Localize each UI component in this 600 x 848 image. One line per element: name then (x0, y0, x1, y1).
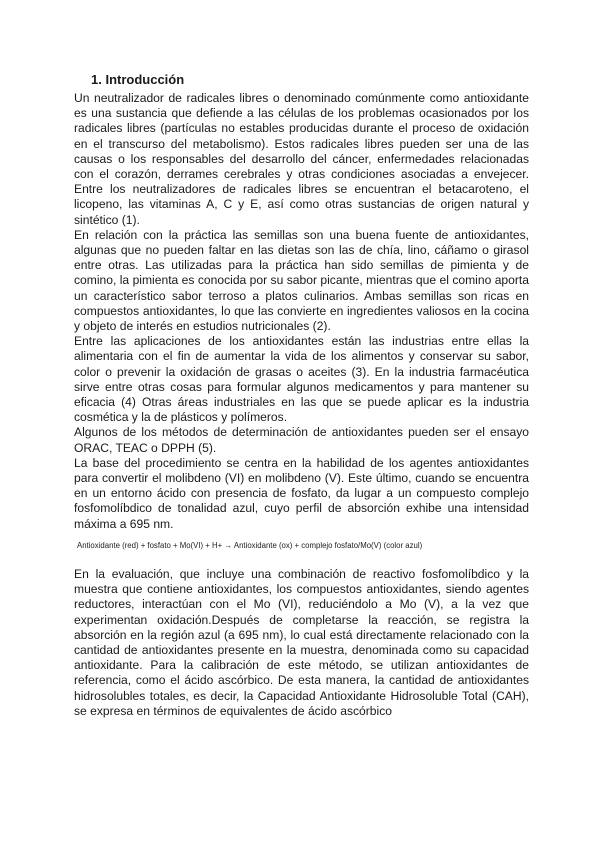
paragraph: En relación con la práctica las semillas son una buena fuente de antioxidantes, algunas que no pueden faltar en las dietas son las de chía, lino, cáñamo o girasol entre otras. Las utilizadas para la práctica han sido semillas de pimienta y de comino, la pimienta es conocida por su sabor picante, mientras que el comino aporta un característico sabor terroso a platos culinarios. Ambas semillas son ricas en compuestos antioxidantes, lo que las convierte en ingredientes valiosos en la cocina y objeto de interés en estudios nutricionales (2). (74, 227, 529, 334)
paragraph: La base del procedimiento se centra en la habilidad de los agentes antioxidantes para convertir el molibdeno (VI) en molibdeno (V). Este último, cuando se encuentra en un entorno ácido con presencia de fosfato, da lugar a un compuesto complejo fosfomolíbdico de tonalidad azul, cuyo perfil de absorción exhibe una intensidad máxima a 695 nm. (74, 455, 529, 531)
reaction-equation: Antioxidante (red) + fosfato + Mo(VI) + H+ → Antioxidante (ox) + complejo fosfato/Mo(V) (color azul) (77, 541, 423, 550)
paragraph: Entre las aplicaciones de los antioxidantes están las industrias entre ellas la alimentaria con el fin de aumentar la vida de los alimentos y conservar su sabor, color o prevenir la oxidación de grasas o aceites (3). En la industria farmacéutica sirve entre otras cosas para formular algunos medicamentos y para mantener su eficacia (4) Otras áreas industriales en las que se puede aplicar es la industria cosmética y la de plásticos y polímeros. (74, 334, 529, 425)
paragraph: En la evaluación, que incluye una combinación de reactivo fosfomolíbdico y la muestra que contiene antioxidantes, los compuestos antioxidantes, siendo agentes reductores, interactúan con el Mo (VI), reduciéndolo a Mo (V), a la vez que experimentan oxidación.Después de completarse la reacción, se registra la absorción en la región azul (a 695 nm), lo cual está directamente relacionado con la cantidad de antioxidantes presente en la muestra, denominada como su capacidad antioxidante. Para la calibración de este método, se utilizan antioxidantes de referencia, como el ácido ascórbico. De esta manera, la cantidad de antioxidantes hidrosolubles totales, es decir, la Capacidad Antioxidante Hidrosoluble Total (CAH), se expresa en términos de equivalentes de ácido ascórbico (74, 567, 529, 718)
paragraph: Algunos de los métodos de determinación de antioxidantes pueden ser el ensayo ORAC, TEAC o DPPH (5). (74, 425, 529, 455)
intro-body (74, 91, 529, 532)
section-heading: 1. Introducción (91, 72, 185, 87)
paragraph: Un neutralizador de radicales libres o denominado comúnmente como antioxidante es una sustancia que defiende a las células de los problemas ocasionados por los radicales libres (partículas no estables producidas durante el proceso de oxidación en el transcurso del metabolismo). Estos radicales libres pueden ser una de las causas o los responsables del desarrollo del cáncer, enfermedades relacionadas con el corazón, derrames cerebrales y otras condiciones asociadas a envejecer. Entre los neutralizadores de radicales libres se encuentran el betacaroteno, el licopeno, las vitaminas A, C y E, así como otras sustancias de origen natural y sintético (1). (74, 91, 529, 227)
